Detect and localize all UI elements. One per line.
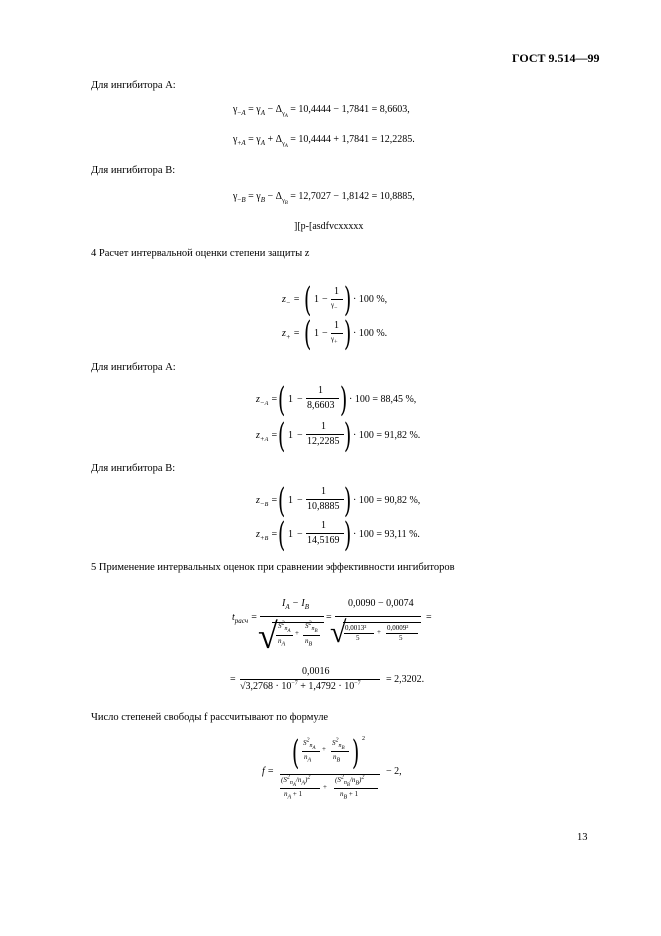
gamma-minus-b-equation: $\gamma_{-B} = \gamma_B - \Delta_{\gamma_B} = 12,7027 - 1,8142 = 10,8885$, [233, 191, 415, 207]
section-5-title: 5 Применение интервальных оценок при сравнении эффективности ингибиторов [91, 562, 455, 573]
z-plus-b-formula: $z_{+B}$ = ( 1 − 1 14,5169 ) · 100 = 93,11 %. [256, 515, 420, 555]
z-minus-b-formula: $z_{-B}$ = ( 1 − 1 10,8885 ) · 100 = 90,82 %, [256, 481, 421, 521]
label-inhibitor-a: Для ингибитора A: [91, 80, 176, 91]
label-inhibitor-b-2: Для ингибитора B: [91, 463, 176, 474]
gamma-plus-a-equation: $\gamma_{+A} = \gamma_A + \Delta_{\gamma_A} = 10,4444 + 1,7841 = 12,2285$. [233, 134, 415, 150]
gamma-minus-a-equation: $\gamma_{-A} = \gamma_A - \Delta_{\gamma_A} = 10,4444 - 1,7841 = 8,6603$, [233, 104, 410, 120]
section-4-title: 4 Расчет интервальной оценки степени защиты z [91, 248, 310, 259]
z-minus-general-formula: $z_-$ = ( 1 − 1 $\gamma_-$ ) · 100 %, [282, 280, 388, 320]
label-inhibitor-a-2: Для ингибитора A: [91, 362, 176, 373]
z-plus-a-formula: $z_{+A}$ = ( 1 − 1 12,2285 ) · 100 = 91,82 %. [256, 416, 421, 456]
dof-text: Число степеней свободы f рассчитывают по формуле [91, 712, 329, 723]
standard-number: ГОСТ 9.514—99 [512, 51, 600, 65]
label-inhibitor-b: Для ингибитора B: [91, 165, 176, 176]
z-plus-general-formula: $z_+$ = ( 1 − 1 $\gamma_+$ ) · 100 %. [282, 314, 388, 354]
stray-text: ][p-[asdfvcxxxxx [294, 221, 364, 232]
t-test-formula: $t_{расч}$ = $I_A - I_B$ √ $S^2_{n_A}$ $n_A$ + $S^2_{n_B}$ $n_B$ = 0,0090 − 0,0074 √ 0,0013² 5 + 0,0009² 5 = [232, 598, 432, 656]
page-number: 13 [577, 832, 588, 843]
z-minus-a-formula: $z_{-A}$ = ( 1 − 1 8,6603 ) · 100 = 88,45 %, [256, 380, 417, 420]
dof-formula: f = ( $S^2_{n_A}$ $n_A$ + $S^2_{n_B}$ $n_B$ ) 2 $(S^2_{n_A}/n_A)^2$ $n_A + 1$ + $(S^2_{n_B}/n_B)^2$ $n_B + 1$ − 2, [262, 733, 402, 801]
t-test-result: = 0,0016 $√3,2768 \cdot 10^{-7} + 1,4792 \cdot 10^{-7}$ = 2,3202. [230, 666, 425, 692]
